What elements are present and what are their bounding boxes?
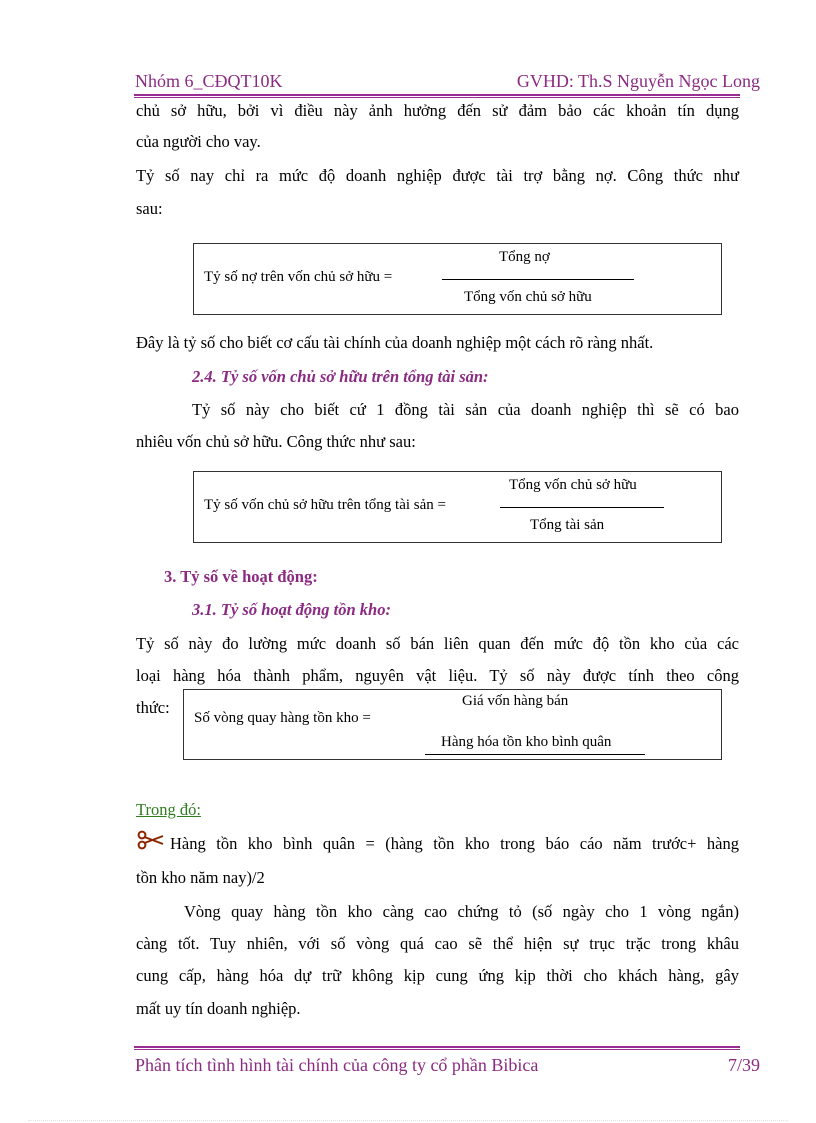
- fraction-bar: [442, 279, 634, 280]
- formula-label: Số vòng quay hàng tồn kho =: [194, 710, 371, 726]
- fraction-bar: [500, 507, 664, 508]
- page-edge-divider: [28, 1120, 788, 1121]
- formula-numerator: Tổng vốn chủ sở hữu: [509, 477, 637, 493]
- paragraph-line: Tỷ số này đo lường mức doanh số bán liên quan đến mức độ tồn kho của các: [136, 634, 739, 653]
- paragraph-line: của người cho vay.: [136, 132, 261, 151]
- formula-numerator: Tổng nợ: [499, 249, 550, 265]
- section-heading-3: 3. Tỷ số về hoạt động:: [164, 567, 318, 586]
- formula-box-equity-assets: [193, 471, 722, 543]
- fraction-underline: [425, 754, 645, 755]
- paragraph-line: nhiêu vốn chủ sở hữu. Công thức như sau:: [136, 432, 416, 451]
- header-right: GVHD: Th.S Nguyễn Ngọc Long: [516, 71, 760, 91]
- paragraph-line: tồn kho năm nay)/2: [136, 868, 265, 887]
- formula-box-debt-equity: [193, 243, 722, 315]
- paragraph-line: Tỷ số này cho biết cứ 1 đồng tài sản của doanh nghiệp thì sẽ có bao: [192, 400, 739, 419]
- header-rule-thin: [134, 97, 740, 98]
- formula-denominator: Tổng tài sản: [530, 517, 605, 533]
- paragraph-line: thức:: [136, 698, 170, 717]
- footer-rule-thick: [134, 1046, 740, 1048]
- paragraph-line: mất uy tín doanh nghiệp.: [136, 999, 301, 1018]
- paragraph-line: Hàng tồn kho bình quân = (hàng tồn kho trong báo cáo năm trước+ hàng: [170, 834, 739, 853]
- formula-label: Tỷ số vốn chủ sở hữu trên tổng tài sản =: [204, 497, 446, 513]
- paragraph-line: cung cấp, hàng hóa dự trữ không kịp cung ứng kịp thời cho khách hàng, gây: [136, 966, 739, 985]
- formula-label: Tỷ số nợ trên vốn chủ sở hữu =: [204, 269, 393, 285]
- header-left: Nhóm 6_CĐQT10K: [135, 71, 283, 91]
- paragraph-line: Đây là tỷ số cho biết cơ cấu tài chính của doanh nghiệp một cách rõ ràng nhất.: [136, 333, 654, 352]
- formula-denominator: Tổng vốn chủ sở hữu: [464, 289, 592, 305]
- header-rule-thick: [134, 94, 740, 96]
- section-heading-2-4: 2.4. Tỷ số vốn chủ sở hữu trên tổng tài sản:: [192, 367, 489, 386]
- formula-box-inventory-turnover: [183, 689, 722, 760]
- section-heading-3-1: 3.1. Tỷ số hoạt động tồn kho:: [192, 600, 391, 619]
- trong-do-label: Trong đó:: [136, 800, 201, 819]
- paragraph-line: Vòng quay hàng tồn kho càng cao chứng tỏ (số ngày cho 1 vòng ngắn): [184, 902, 739, 921]
- paragraph-line: loại hàng hóa thành phẩm, nguyên vật liệu. Tỷ số này được tính theo công: [136, 666, 739, 685]
- formula-denominator: Hàng hóa tồn kho bình quân: [441, 734, 612, 750]
- paragraph-line: Tỷ số nay chỉ ra mức độ doanh nghiệp được tài trợ bằng nợ. Công thức như: [136, 166, 739, 185]
- paragraph-line: càng tốt. Tuy nhiên, với số vòng quá cao sẽ thể hiện sự trục trặc trong khâu: [136, 934, 739, 953]
- paragraph-line: sau:: [136, 199, 163, 218]
- scissors-icon: [136, 829, 166, 856]
- footer-rule-thin: [134, 1049, 740, 1050]
- footer-page-number: 7/39: [727, 1055, 760, 1075]
- footer-title: Phân tích tình hình tài chính của công ty cổ phần Bibica: [135, 1055, 539, 1075]
- paragraph-line: chủ sở hữu, bởi vì điều này ảnh hưởng đến sử đảm bảo các khoản tín dụng: [136, 101, 739, 120]
- formula-numerator: Giá vốn hàng bán: [462, 693, 569, 709]
